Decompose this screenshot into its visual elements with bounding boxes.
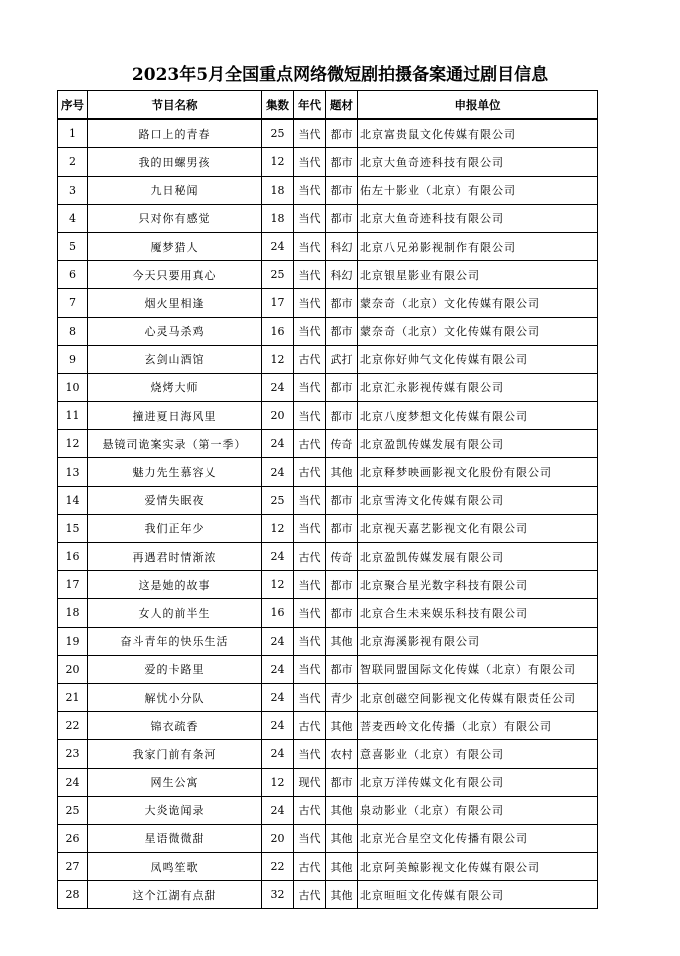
cell-genre: 都市 xyxy=(326,402,358,430)
cell-index: 6 xyxy=(58,261,88,289)
cell-program-name: 星语微微甜 xyxy=(88,824,262,852)
table-row xyxy=(58,543,598,571)
cell-index: 2 xyxy=(58,148,88,176)
table-row xyxy=(58,261,598,289)
cell-era: 当代 xyxy=(294,599,326,627)
cell-era: 现代 xyxy=(294,768,326,796)
cell-era: 当代 xyxy=(294,119,326,148)
cell-index: 10 xyxy=(58,373,88,401)
cell-era: 当代 xyxy=(294,683,326,711)
cell-applicant: 北京富贵鼠文化传媒有限公司 xyxy=(358,119,598,148)
cell-program-name: 魇梦猎人 xyxy=(88,232,262,260)
cell-episodes: 24 xyxy=(262,430,294,458)
cell-genre: 其他 xyxy=(326,824,358,852)
cell-genre: 农村 xyxy=(326,740,358,768)
cell-era: 当代 xyxy=(294,176,326,204)
cell-genre: 其他 xyxy=(326,458,358,486)
cell-genre: 都市 xyxy=(326,289,358,317)
cell-episodes: 22 xyxy=(262,853,294,881)
cell-index: 20 xyxy=(58,655,88,683)
table-row xyxy=(58,232,598,260)
cell-index: 17 xyxy=(58,571,88,599)
cell-era: 古代 xyxy=(294,345,326,373)
cell-episodes: 24 xyxy=(262,683,294,711)
cell-genre: 都市 xyxy=(326,373,358,401)
cell-index: 12 xyxy=(58,430,88,458)
cell-index: 23 xyxy=(58,740,88,768)
table-row xyxy=(58,119,598,148)
cell-era: 古代 xyxy=(294,796,326,824)
cell-index: 11 xyxy=(58,402,88,430)
cell-genre: 传奇 xyxy=(326,543,358,571)
cell-program-name: 烧烤大师 xyxy=(88,373,262,401)
table-row xyxy=(58,853,598,881)
cell-episodes: 32 xyxy=(262,881,294,909)
cell-applicant: 北京晅晅文化传媒有限公司 xyxy=(358,881,598,909)
cell-era: 当代 xyxy=(294,289,326,317)
cell-applicant: 北京盈凯传媒发展有限公司 xyxy=(358,430,598,458)
cell-program-name: 再遇君时情渐浓 xyxy=(88,543,262,571)
cell-genre: 都市 xyxy=(326,571,358,599)
cell-applicant: 北京视天嘉艺影视文化有限公司 xyxy=(358,514,598,542)
cell-index: 9 xyxy=(58,345,88,373)
cell-episodes: 25 xyxy=(262,119,294,148)
table-row xyxy=(58,768,598,796)
cell-applicant: 北京万洋传媒文化有限公司 xyxy=(358,768,598,796)
header-episodes: 集数 xyxy=(262,91,294,120)
cell-index: 3 xyxy=(58,176,88,204)
cell-era: 古代 xyxy=(294,458,326,486)
cell-applicant: 智联同盟国际文化传媒（北京）有限公司 xyxy=(358,655,598,683)
cell-genre: 都市 xyxy=(326,119,358,148)
cell-applicant: 北京你好帅气文化传媒有限公司 xyxy=(358,345,598,373)
table-row xyxy=(58,881,598,909)
cell-episodes: 24 xyxy=(262,655,294,683)
cell-applicant: 北京八度梦想文化传媒有限公司 xyxy=(358,402,598,430)
table-row xyxy=(58,796,598,824)
cell-genre: 武打 xyxy=(326,345,358,373)
table-row xyxy=(58,683,598,711)
table-row xyxy=(58,373,598,401)
cell-index: 28 xyxy=(58,881,88,909)
cell-era: 当代 xyxy=(294,373,326,401)
cell-index: 8 xyxy=(58,317,88,345)
cell-episodes: 17 xyxy=(262,289,294,317)
cell-applicant: 北京合生未来娱乐科技有限公司 xyxy=(358,599,598,627)
cell-episodes: 20 xyxy=(262,402,294,430)
cell-index: 7 xyxy=(58,289,88,317)
header-applicant: 申报单位 xyxy=(358,91,598,120)
cell-genre: 其他 xyxy=(326,712,358,740)
cell-genre: 其他 xyxy=(326,627,358,655)
table-row xyxy=(58,514,598,542)
cell-program-name: 心灵马杀鸡 xyxy=(88,317,262,345)
cell-episodes: 24 xyxy=(262,796,294,824)
cell-index: 22 xyxy=(58,712,88,740)
cell-era: 当代 xyxy=(294,486,326,514)
cell-program-name: 女人的前半生 xyxy=(88,599,262,627)
cell-era: 当代 xyxy=(294,571,326,599)
cell-episodes: 12 xyxy=(262,514,294,542)
cell-index: 15 xyxy=(58,514,88,542)
cell-episodes: 24 xyxy=(262,232,294,260)
table-row xyxy=(58,486,598,514)
cell-era: 当代 xyxy=(294,204,326,232)
cell-genre: 都市 xyxy=(326,317,358,345)
cell-episodes: 24 xyxy=(262,373,294,401)
cell-index: 18 xyxy=(58,599,88,627)
header-index: 序号 xyxy=(58,91,88,120)
cell-era: 古代 xyxy=(294,430,326,458)
cell-applicant: 北京阿美鲸影视文化传媒有限公司 xyxy=(358,853,598,881)
cell-applicant: 北京盈凯传媒发展有限公司 xyxy=(358,543,598,571)
cell-index: 19 xyxy=(58,627,88,655)
table-row xyxy=(58,824,598,852)
cell-applicant: 北京银星影业有限公司 xyxy=(358,261,598,289)
cell-episodes: 24 xyxy=(262,543,294,571)
cell-genre: 其他 xyxy=(326,796,358,824)
cell-episodes: 12 xyxy=(262,148,294,176)
cell-program-name: 解忧小分队 xyxy=(88,683,262,711)
cell-program-name: 这个江湖有点甜 xyxy=(88,881,262,909)
cell-genre: 都市 xyxy=(326,599,358,627)
cell-episodes: 24 xyxy=(262,627,294,655)
cell-applicant: 北京大鱼奇迹科技有限公司 xyxy=(358,204,598,232)
cell-era: 古代 xyxy=(294,853,326,881)
cell-applicant: 佑左十影业（北京）有限公司 xyxy=(358,176,598,204)
cell-applicant: 蒙奈奇（北京）文化传媒有限公司 xyxy=(358,317,598,345)
cell-episodes: 18 xyxy=(262,176,294,204)
cell-index: 4 xyxy=(58,204,88,232)
cell-program-name: 九日秘闻 xyxy=(88,176,262,204)
cell-program-name: 路口上的青春 xyxy=(88,119,262,148)
cell-program-name: 网生公寓 xyxy=(88,768,262,796)
cell-genre: 都市 xyxy=(326,176,358,204)
cell-genre: 其他 xyxy=(326,881,358,909)
cell-program-name: 我们正年少 xyxy=(88,514,262,542)
table-row xyxy=(58,740,598,768)
cell-episodes: 12 xyxy=(262,768,294,796)
cell-era: 当代 xyxy=(294,402,326,430)
cell-program-name: 爱情失眠夜 xyxy=(88,486,262,514)
header-era: 年代 xyxy=(294,91,326,120)
cell-episodes: 25 xyxy=(262,486,294,514)
cell-genre: 都市 xyxy=(326,768,358,796)
cell-applicant: 北京创磁空间影视文化传媒有限责任公司 xyxy=(358,683,598,711)
table-body xyxy=(58,119,598,909)
cell-index: 25 xyxy=(58,796,88,824)
cell-program-name: 悬镜司诡案实录（第一季） xyxy=(88,430,262,458)
cell-era: 当代 xyxy=(294,514,326,542)
cell-era: 古代 xyxy=(294,881,326,909)
header-genre: 题材 xyxy=(326,91,358,120)
cell-applicant: 北京雪涛文化传媒有限公司 xyxy=(358,486,598,514)
table-row xyxy=(58,402,598,430)
cell-episodes: 24 xyxy=(262,458,294,486)
drama-table xyxy=(57,90,598,909)
cell-episodes: 25 xyxy=(262,261,294,289)
cell-episodes: 16 xyxy=(262,599,294,627)
cell-program-name: 凤鸣笙歌 xyxy=(88,853,262,881)
page-title: 2023年5月全国重点网络微短剧拍摄备案通过剧目信息 xyxy=(131,65,549,85)
table-row xyxy=(58,176,598,204)
cell-applicant: 北京八兄弟影视制作有限公司 xyxy=(358,232,598,260)
cell-genre: 都市 xyxy=(326,204,358,232)
cell-genre: 都市 xyxy=(326,655,358,683)
cell-program-name: 这是她的故事 xyxy=(88,571,262,599)
cell-program-name: 玄剑山酒馆 xyxy=(88,345,262,373)
cell-applicant: 意喜影业（北京）有限公司 xyxy=(358,740,598,768)
cell-applicant: 北京海溪影视有限公司 xyxy=(358,627,598,655)
cell-era: 当代 xyxy=(294,824,326,852)
cell-index: 24 xyxy=(58,768,88,796)
cell-index: 16 xyxy=(58,543,88,571)
cell-era: 当代 xyxy=(294,655,326,683)
table-row xyxy=(58,345,598,373)
table-row xyxy=(58,148,598,176)
cell-era: 当代 xyxy=(294,627,326,655)
header-program-name: 节目名称 xyxy=(88,91,262,120)
cell-genre: 青少 xyxy=(326,683,358,711)
cell-index: 27 xyxy=(58,853,88,881)
cell-program-name: 烟火里相逢 xyxy=(88,289,262,317)
cell-episodes: 12 xyxy=(262,345,294,373)
cell-episodes: 24 xyxy=(262,712,294,740)
cell-applicant: 北京释梦映画影视文化股份有限公司 xyxy=(358,458,598,486)
cell-genre: 都市 xyxy=(326,486,358,514)
cell-program-name: 魅力先生慕容乂 xyxy=(88,458,262,486)
cell-era: 当代 xyxy=(294,232,326,260)
cell-genre: 都市 xyxy=(326,514,358,542)
cell-index: 21 xyxy=(58,683,88,711)
cell-episodes: 18 xyxy=(262,204,294,232)
cell-program-name: 爱的卡路里 xyxy=(88,655,262,683)
cell-program-name: 只对你有感觉 xyxy=(88,204,262,232)
cell-applicant: 蒙奈奇（北京）文化传媒有限公司 xyxy=(358,289,598,317)
cell-applicant: 北京光合星空文化传播有限公司 xyxy=(358,824,598,852)
cell-program-name: 我家门前有条河 xyxy=(88,740,262,768)
cell-index: 26 xyxy=(58,824,88,852)
cell-index: 13 xyxy=(58,458,88,486)
cell-genre: 科幻 xyxy=(326,232,358,260)
table-row xyxy=(58,655,598,683)
cell-genre: 其他 xyxy=(326,853,358,881)
cell-applicant: 菩麦西岭文化传播（北京）有限公司 xyxy=(358,712,598,740)
cell-episodes: 20 xyxy=(262,824,294,852)
table-row xyxy=(58,289,598,317)
cell-program-name: 撞进夏日海风里 xyxy=(88,402,262,430)
table-row xyxy=(58,204,598,232)
table-header-row xyxy=(58,91,598,120)
cell-episodes: 24 xyxy=(262,740,294,768)
cell-genre: 传奇 xyxy=(326,430,358,458)
table-row xyxy=(58,712,598,740)
cell-index: 5 xyxy=(58,232,88,260)
cell-applicant: 北京聚合星光数字科技有限公司 xyxy=(358,571,598,599)
cell-era: 当代 xyxy=(294,148,326,176)
cell-era: 当代 xyxy=(294,317,326,345)
cell-applicant: 北京大鱼奇迹科技有限公司 xyxy=(358,148,598,176)
cell-genre: 科幻 xyxy=(326,261,358,289)
cell-index: 14 xyxy=(58,486,88,514)
table-row xyxy=(58,599,598,627)
cell-program-name: 锦衣疏香 xyxy=(88,712,262,740)
cell-program-name: 今天只要用真心 xyxy=(88,261,262,289)
cell-program-name: 我的田螺男孩 xyxy=(88,148,262,176)
cell-era: 古代 xyxy=(294,712,326,740)
cell-genre: 都市 xyxy=(326,148,358,176)
cell-era: 当代 xyxy=(294,740,326,768)
cell-era: 古代 xyxy=(294,543,326,571)
cell-episodes: 16 xyxy=(262,317,294,345)
table-row xyxy=(58,317,598,345)
cell-applicant: 北京汇永影视传媒有限公司 xyxy=(358,373,598,401)
cell-program-name: 奋斗青年的快乐生活 xyxy=(88,627,262,655)
table-row xyxy=(58,458,598,486)
cell-applicant: 泉动影业（北京）有限公司 xyxy=(358,796,598,824)
table-row xyxy=(58,430,598,458)
cell-era: 当代 xyxy=(294,261,326,289)
table-row xyxy=(58,627,598,655)
cell-program-name: 大炎诡闻录 xyxy=(88,796,262,824)
table-row xyxy=(58,571,598,599)
cell-episodes: 12 xyxy=(262,571,294,599)
cell-index: 1 xyxy=(58,119,88,148)
